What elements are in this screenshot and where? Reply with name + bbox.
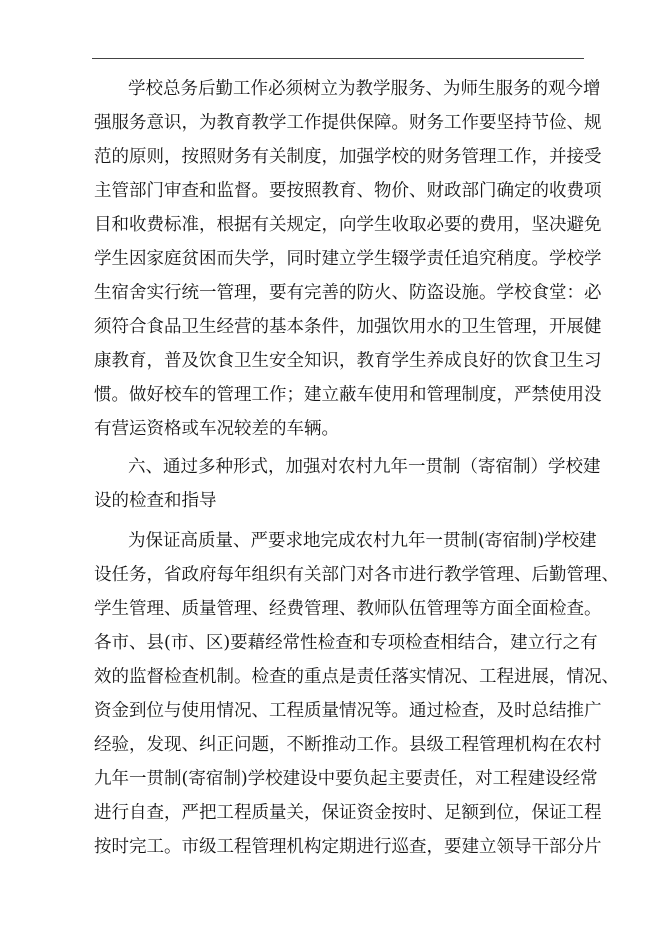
text-line: 资金到位与使用情况、工程质量情况等。通过检查，及时总结推广 <box>94 701 602 721</box>
text-line: 进行自查，严把工程质量关，保证资金按时、足额到位，保证工程 <box>94 803 602 823</box>
text-line: 目和收费标准，根据有关规定，向学生收取必要的费用，坚决避免 <box>94 215 602 235</box>
text-line: 范的原则，按照财务有关制度，加强学校的财务管理工作，并接受 <box>94 147 602 167</box>
text-line: 学生管理、质量管理、经费管理、教师队伍管理等方面全面检查。 <box>94 599 602 619</box>
text-line: 九年一贯制(寄宿制)学校建设中要负起主要责任，对工程建设经常 <box>94 769 598 789</box>
text-line: 强服务意识，为教育教学工作提供保障。财务工作要坚持节俭、规 <box>94 113 602 133</box>
section-heading: 六、通过多种形式，加强对农村九年一贯制（寄宿制）学校建 <box>128 457 601 477</box>
text-line: 学生因家庭贫困而失学，同时建立学生辍学责任追究稍度。学校学 <box>94 249 602 269</box>
text-line: 为保证高质量、严要求地完成农村九年一贯制(寄宿制)学校建 <box>128 531 597 551</box>
text-line: 各市、县(市、区)要藉经常性检查和专项检查相结合，建立行之有 <box>94 633 598 653</box>
text-line: 康教育，普及饮食卫生安全知识，教育学生养成良好的饮食卫生习 <box>94 351 602 371</box>
section-heading: 设的检查和指导 <box>94 491 217 511</box>
text-line: 经验，发现、纠正问题，不断推动工作。县级工程管理机构在农村 <box>94 735 602 755</box>
text-line: 须符合食品卫生经营的基本条件，加强饮用水的卫生管理，开展健 <box>94 317 602 337</box>
text-line: 惯。做好校车的管理工作；建立蔽车使用和管理制度，严禁使用没 <box>94 385 602 405</box>
text-line: 有营运资格或车况较差的车辆。 <box>94 419 339 439</box>
text-line: 主管部门审查和监督。要按照教育、物价、财政部门确定的收费项 <box>94 181 602 201</box>
text-line: 按时完工。市级工程管理机构定期进行巡查，要建立领导干部分片 <box>94 837 602 857</box>
text-line: 学校总务后勤工作必须树立为教学服务、为师生服务的观今增 <box>128 79 601 99</box>
header-rule <box>92 58 584 59</box>
text-line: 效的监督检查机制。检查的重点是责任落实情况、工程进展，情况、 <box>94 667 619 687</box>
text-line: 生宿舍实行统一管理，要有完善的防火、防盗设施。学校食堂：必 <box>94 283 602 303</box>
text-line: 设任务，省政府每年组织有关部门对各市进行教学管理、后勤管理、 <box>94 565 619 585</box>
